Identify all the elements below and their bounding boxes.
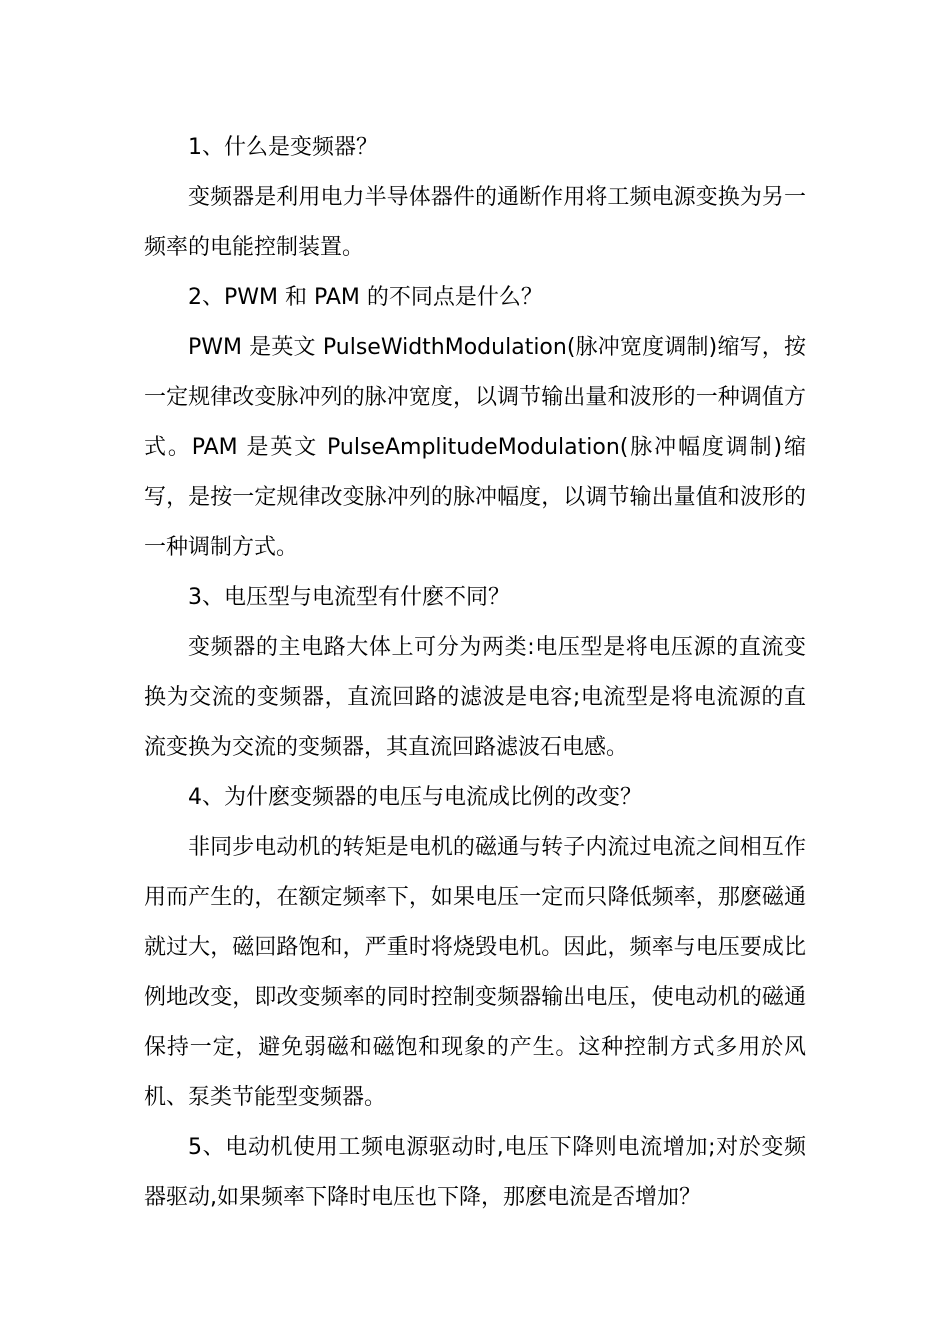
question-heading: 1、什么是变频器？: [188, 135, 378, 160]
answer-paragraph: 变频器的主电路大体上可分为两类:电压型是将电压源的直流变换为交流的变频器，直流回路的滤波是电容;电流型是将电流源的直流变换为交流的变频器，其直流回路滤波石电感。: [144, 635, 806, 760]
question-heading: 5、电动机使用工频电源驱动时,电压下降则电流增加;对於变频器驱动,如果频率下降时电压也下降，那麽电流是否增加？: [144, 1135, 806, 1210]
question-heading: 3、电压型与电流型有什麽不同？: [188, 585, 510, 610]
answer-paragraph: 变频器是利用电力半导体器件的通断作用将工频电源变换为另一频率的电能控制装置。: [144, 185, 806, 260]
answer-paragraph: 非同步电动机的转矩是电机的磁通与转子内流过电流之间相互作用而产生的，在额定频率下，如果电压一定而只降低频率，那麽磁通就过大，磁回路饱和，严重时将烧毁电机。因此，频率与电压要成比例地改变，即改变频率的同时控制变频器输出电压，使电动机的磁通保持一定，避免弱磁和磁饱和现象的产生。这种控制方式多用於风机、泵类节能型变频器。: [144, 835, 806, 1110]
question-heading: 2、PWM 和 PAM 的不同点是什么？: [188, 285, 543, 310]
answer-paragraph: PWM 是英文 PulseWidthModulation(脉冲宽度调制)缩写，按一定规律改变脉冲列的脉冲宽度，以调节输出量和波形的一种调值方式。PAM 是英文 PulseAmplitudeModulation(脉冲幅度调制)缩写，是按一定规律改变脉冲列的脉冲幅度，以调节输出量值和波形的一种调制方式。: [144, 335, 806, 560]
document-body: [144, 123, 806, 1223]
question-heading: 4、为什麽变频器的电压与电流成比例的改变？: [188, 785, 642, 810]
